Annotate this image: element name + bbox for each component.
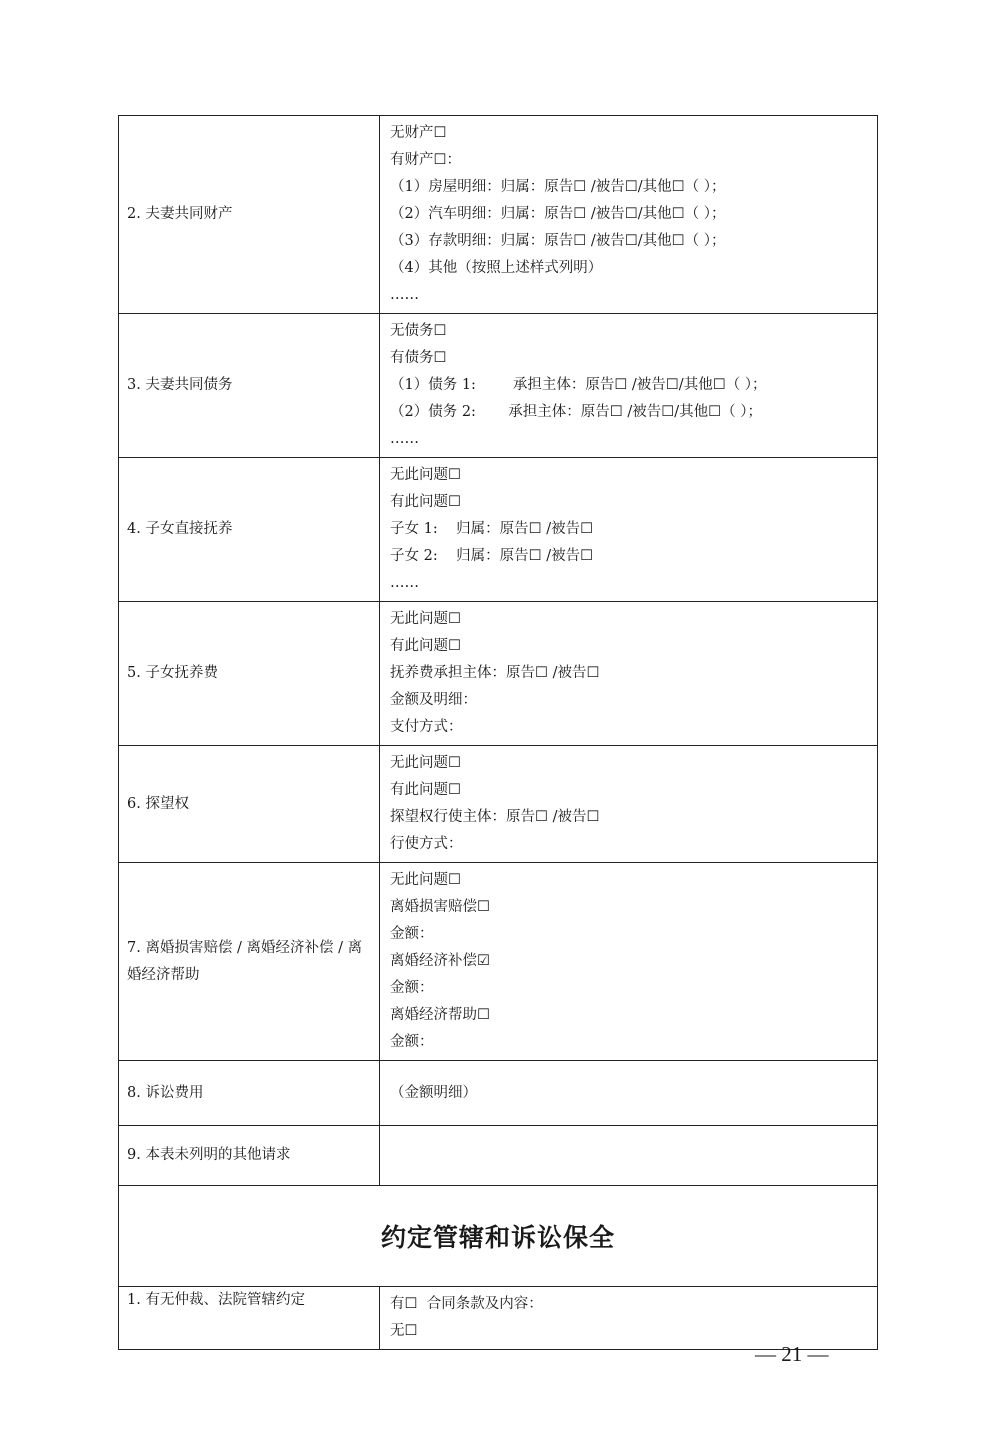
- content-line: 探望权行使主体：原告☐ /被告☐: [390, 809, 600, 825]
- row-divorce-compensation: [119, 863, 878, 1061]
- content-line: （金额明细）: [390, 1084, 477, 1101]
- row-content: [380, 863, 878, 1061]
- row-label: 8. 诉讼费用: [119, 1061, 380, 1126]
- row-jurisdiction-agreement: [119, 1287, 878, 1350]
- content-line: （4）其他（按照上述样式列明）: [390, 260, 603, 276]
- row-litigation-costs: [119, 1061, 878, 1126]
- row-label: 3. 夫妻共同债务: [119, 314, 380, 458]
- content-line: 有此问题☐: [390, 494, 461, 510]
- content-line: 有此问题☐: [390, 782, 461, 798]
- content-line: 无此问题☐: [390, 755, 461, 771]
- row-content: [380, 116, 878, 314]
- content-line: （2）债务 2: 承担主体：原告☐ /被告☐/其他☐（ ）；: [390, 404, 762, 420]
- row-content: [380, 746, 878, 863]
- page-number: — 21 —: [755, 1342, 829, 1366]
- content-line: 离婚经济帮助☐: [390, 1007, 490, 1023]
- content-line: 无☐: [390, 1323, 418, 1339]
- content-line: 子女 1: 归属：原告☐ /被告☐: [390, 521, 594, 537]
- row-content: [380, 458, 878, 602]
- content-line: ……: [390, 431, 419, 447]
- content-line: 有☐ 合同条款及内容：: [390, 1296, 543, 1312]
- row-label: 1. 有无仲裁、法院管辖约定: [119, 1287, 380, 1350]
- content-line: 抚养费承担主体：原告☐ /被告☐: [390, 665, 600, 681]
- content-line: （1）房屋明细：归属：原告☐ /被告☐/其他☐（ ）；: [390, 179, 726, 195]
- content-line: 支付方式：: [390, 719, 463, 735]
- row-visitation: [119, 746, 878, 863]
- row-label: 2. 夫妻共同财产: [119, 116, 380, 314]
- content-line: 金额：: [390, 980, 434, 996]
- content-line: 金额及明细：: [390, 692, 477, 708]
- row-content: [380, 602, 878, 746]
- content-line: 子女 2: 归属：原告☐ /被告☐: [390, 548, 594, 564]
- content-line: 行使方式：: [390, 836, 463, 852]
- row-content: [380, 314, 878, 458]
- content-line: （3）存款明细：归属：原告☐ /被告☐/其他☐（ ）；: [390, 233, 726, 249]
- row-label: 9. 本表未列明的其他请求: [119, 1126, 380, 1186]
- content-line: 金额：: [390, 926, 434, 942]
- content-line: 金额：: [390, 1034, 434, 1050]
- content-line: （1）债务 1: 承担主体：原告☐ /被告☐/其他☐（ ）；: [390, 377, 767, 393]
- content-line: 无此问题☐: [390, 872, 461, 888]
- content-line: 有债务☐: [390, 350, 447, 366]
- content-line: ……: [390, 575, 419, 591]
- content-line: 无此问题☐: [390, 611, 461, 627]
- content-line: 有财产☐：: [390, 152, 461, 168]
- row-child-support: [119, 602, 878, 746]
- content-line: 无债务☐: [390, 323, 447, 339]
- row-other-requests: [119, 1126, 878, 1186]
- row-child-custody: [119, 458, 878, 602]
- row-label: 4. 子女直接抚养: [119, 458, 380, 602]
- claims-form-table: [118, 115, 878, 1350]
- content-line: 无此问题☐: [390, 467, 461, 483]
- content-line: （2）汽车明细：归属：原告☐ /被告☐/其他☐（ ）；: [390, 206, 726, 222]
- row-joint-debt: [119, 314, 878, 458]
- row-joint-property: [119, 116, 878, 314]
- row-content: [380, 1126, 878, 1186]
- section-title: 约定管辖和诉讼保全: [119, 1186, 878, 1287]
- row-label: 7. 离婚损害赔偿 / 离婚经济补偿 / 离婚经济帮助: [119, 863, 380, 1061]
- content-line: ……: [390, 287, 419, 303]
- row-label: 5. 子女抚养费: [119, 602, 380, 746]
- section-heading-row: [119, 1186, 878, 1287]
- content-line: 无财产☐: [390, 125, 447, 141]
- content-line: 离婚经济补偿☑: [390, 953, 490, 969]
- row-content: [380, 1061, 878, 1126]
- content-line: 离婚损害赔偿☐: [390, 899, 490, 915]
- row-content: [380, 1287, 878, 1350]
- row-label: 6. 探望权: [119, 746, 380, 863]
- content-line: 有此问题☐: [390, 638, 461, 654]
